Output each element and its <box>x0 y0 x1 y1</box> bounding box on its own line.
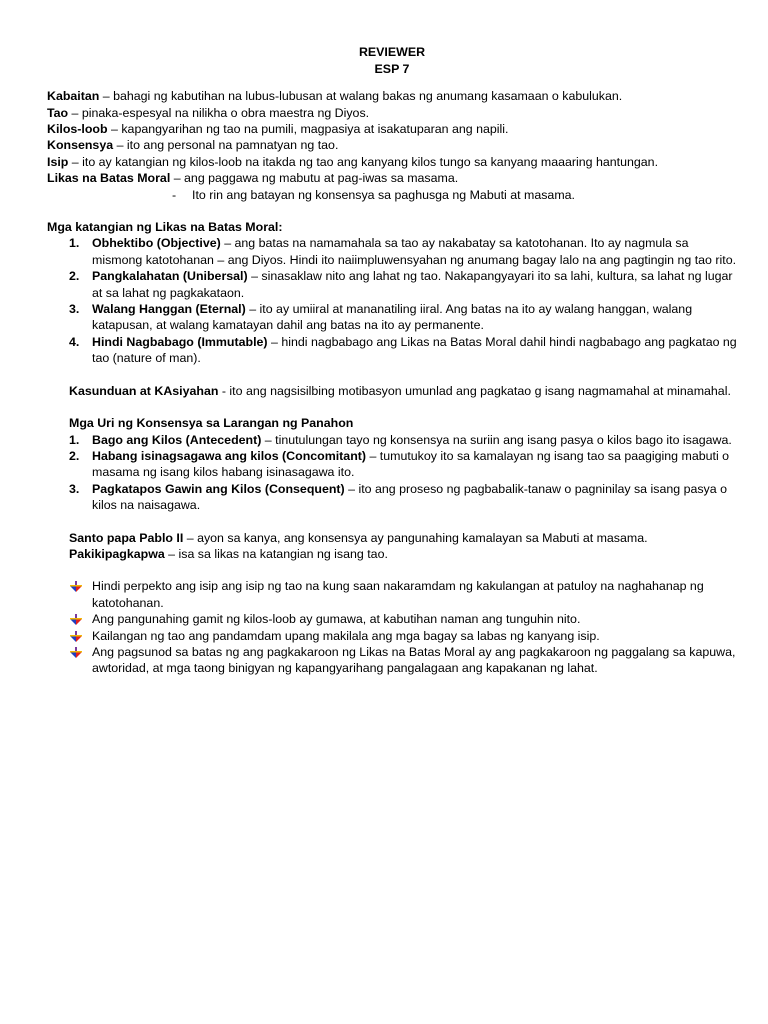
document-page <box>47 44 737 677</box>
list-term: Walang Hanggan (Eternal) <box>92 302 246 317</box>
note-text: – isa sa likas na katangian ng isang tao. <box>164 546 388 561</box>
arrow-bullet-icon <box>70 631 82 642</box>
definition-tao <box>47 105 737 121</box>
list-term: Habang isinagsagawa ang kilos (Concomitant) <box>92 448 367 463</box>
katangian-section <box>47 219 737 367</box>
kasunduan-paragraph <box>47 383 737 399</box>
list-term: Pagkatapos Gawin ang Kilos (Consequent) <box>92 481 345 496</box>
list-item <box>47 628 737 644</box>
katangian-list <box>47 235 737 366</box>
list-number: 3. <box>69 481 80 496</box>
list-text: – ito ang proseso ng pagbabalik-tanaw o pagninilay sa isang pasya o kilos na naisagawa. <box>92 481 727 513</box>
definition-term: Isip <box>47 154 69 169</box>
dash-marker: - <box>172 187 177 202</box>
bullet-text: Ang pagsunod sa batas ng ang pagkakaroon ng Likas na Batas Moral ay ang pagkakaroon ng paggalang sa kapuwa, awtoridad, at mga taong binigyan ng kapangyarihang pangalagaan ang kapakanan ng lahat. <box>92 644 736 676</box>
list-item <box>47 578 737 611</box>
note-text: – ayon sa kanya, ang konsensya ay pangunahing kamalayan sa Mabuti at masama. <box>183 530 648 545</box>
definition-text: – ang paggawa ng mabutu at pag-iwas sa masama. <box>170 171 459 186</box>
notes-paragraph <box>47 530 737 563</box>
definition-term: Konsensya <box>47 138 114 153</box>
definition-kabaitan <box>47 88 737 104</box>
list-item <box>47 268 737 301</box>
definition-term: Kabaitan <box>47 89 100 104</box>
section-heading: Mga katangian ng Likas na Batas Moral: <box>47 220 283 235</box>
definition-sub-text: Ito rin ang batayan ng konsensya sa paghusga ng Mabuti at masama. <box>192 187 575 202</box>
definition-konsensya <box>47 137 737 153</box>
definition-text: – ito ay katangian ng kilos-loob na itakda ng tao ang kanyang kilos tungo sa kanyang maaaring hantungan. <box>68 154 659 169</box>
list-term: Pangkalahatan (Unibersal) <box>92 269 248 284</box>
note-term: Pakikipagkapwa <box>69 546 165 561</box>
definition-term: Likas na Batas Moral <box>47 171 171 186</box>
list-item <box>47 432 737 448</box>
list-item <box>47 448 737 481</box>
santo-papa-line <box>69 530 737 546</box>
list-item <box>47 301 737 334</box>
list-item <box>47 611 737 627</box>
definition-kilos-loob <box>47 121 737 137</box>
list-item <box>47 334 737 367</box>
list-number: 4. <box>69 334 80 349</box>
bullet-section <box>47 578 737 676</box>
list-text: – ito ay umiiral at mananatiling iiral. Ang batas na ito ay walang hanggan, walang katapusan, at walang kamatayan dahil ang batas na ito ay permanente. <box>92 302 693 333</box>
bullet-text: Hindi perpekto ang isip ang isip ng tao na kung saan nakaramdam ng kakulangan at patuloy na naghahanap ng katotohanan. <box>92 579 704 610</box>
list-text: – tinutulungan tayo ng konsensya na suriin ang isang pasya o kilos bago ito isagawa. <box>261 432 732 447</box>
list-term: Hindi Nagbabago (Immutable) <box>92 334 268 349</box>
section-heading: Mga Uri ng Konsensya sa Larangan ng Panahon <box>69 416 354 431</box>
list-number: 2. <box>69 448 80 463</box>
definition-text: – bahagi ng kabutihan na lubus-lubusan at walang bakas ng anumang kasamaan o kabulukan. <box>99 89 623 104</box>
list-number: 1. <box>69 236 80 251</box>
list-item <box>47 235 737 268</box>
definition-text: – kapangyarihan ng tao na pumili, magpasiya at isakatuparan ang napili. <box>107 122 509 136</box>
list-number: 3. <box>69 302 80 317</box>
document-subtitle: ESP 7 <box>374 61 410 76</box>
pakikipagkapwa-line <box>69 546 737 562</box>
bullet-text: Ang pangunahing gamit ng kilos-loob ay gumawa, at kabutihan naman ang tunguhin nito. <box>92 612 581 627</box>
kasunduan-text: - ito ang nagsisilbing motibasyon umunlad ang pagkatao g isang nagmamahal at minamahal. <box>218 383 731 398</box>
list-number: 2. <box>69 269 80 284</box>
document-title: REVIEWER <box>358 45 426 59</box>
bullet-text: Kailangan ng tao ang pandamdam upang makilala ang mga bagay sa labas ng kanyang isip. <box>92 628 600 643</box>
list-term: Obhektibo (Objective) <box>92 236 221 251</box>
definition-sub-item <box>47 187 737 203</box>
list-item <box>47 644 737 677</box>
definition-term: Kilos-loob <box>47 122 108 136</box>
list-text: – hindi nagbabago ang Likas na Batas Moral dahil hindi nagbabago ang pagkatao ng tao (nature of man). <box>92 334 737 366</box>
list-term: Bago ang Kilos (Antecedent) <box>92 432 262 447</box>
definition-likas-na-batas-moral <box>47 170 737 186</box>
arrow-bullet-icon <box>70 614 82 625</box>
definition-text: – ito ang personal na pamnatyan ng tao. <box>113 138 339 153</box>
definitions-list <box>47 88 737 203</box>
uri-section <box>47 415 737 513</box>
definition-isip <box>47 154 737 170</box>
title-block <box>47 44 737 77</box>
list-text: – tumutukoy ito sa kamalayan ng isang tao sa paagiging mabuti o masama ng isang kilos habang isinasagawa ito. <box>92 448 730 480</box>
arrow-bullet-icon <box>70 581 82 592</box>
note-term: Santo papa Pablo II <box>69 530 184 545</box>
kasunduan-term: Kasunduan at KAsiyahan <box>69 383 219 398</box>
arrow-bullet-icon <box>70 647 82 658</box>
list-number: 1. <box>69 432 80 447</box>
list-text: – ang batas na namamahala sa tao ay nakabatay sa katotohanan. Ito ay nagmula sa mismong katotohanan – ang Diyos. Hindi ito naiimpluwensyahan ng anumang bagay lalo na ang pagtingin ng tao rito. <box>92 236 737 267</box>
list-item <box>47 481 737 514</box>
definition-text: – pinaka-espesyal na nilikha o obra maestra ng Diyos. <box>68 105 370 120</box>
list-text: – sinasaklaw nito ang lahat ng tao. Nakapangyayari ito sa lahi, kultura, sa lahat ng lugar at sa lahat ng pagkakataon. <box>92 269 733 300</box>
uri-list <box>47 432 737 514</box>
definition-term: Tao <box>47 105 69 120</box>
arrow-bullet-list <box>47 578 737 676</box>
